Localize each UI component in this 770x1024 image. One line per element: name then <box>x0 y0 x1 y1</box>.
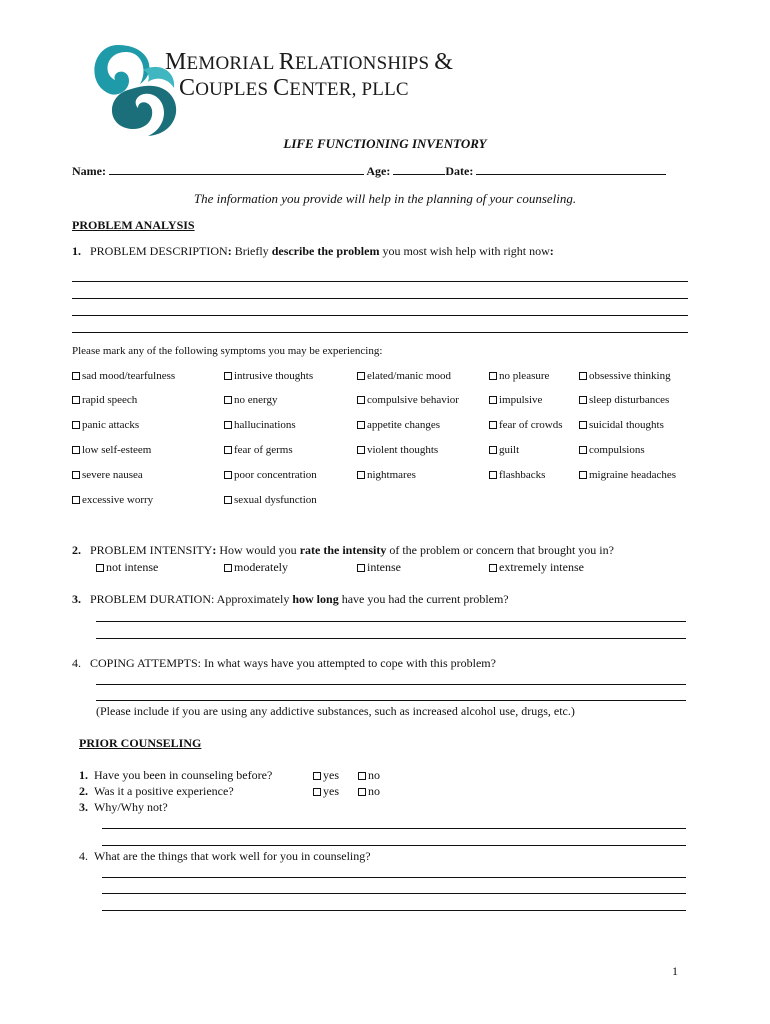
problem-analysis-heading: PROBLEM ANALYSIS <box>72 218 195 232</box>
org-text: EMORIAL <box>186 53 279 74</box>
symptom-label: rapid speech <box>82 394 138 406</box>
question-text: you most wish help with right now <box>379 244 550 258</box>
name-field[interactable] <box>109 164 364 175</box>
name-age-date-row <box>72 164 666 179</box>
no-option[interactable] <box>358 768 380 783</box>
symptom-option[interactable] <box>579 444 645 456</box>
question-number: 4. <box>72 656 81 670</box>
symptom-label: fear of crowds <box>499 419 563 431</box>
question-problem-duration <box>72 592 509 607</box>
symptom-option[interactable] <box>224 469 317 481</box>
symptom-label: elated/manic mood <box>367 370 451 382</box>
question-text: : <box>212 543 217 557</box>
checkbox-icon[interactable] <box>489 446 497 454</box>
question-why-not <box>79 800 168 815</box>
symptom-option[interactable] <box>72 494 153 506</box>
symptom-option[interactable] <box>357 444 438 456</box>
question-problem-intensity <box>72 543 614 558</box>
question-coping-attempts <box>72 656 496 671</box>
age-label: Age: <box>366 164 391 178</box>
name-label: Name: <box>72 164 106 178</box>
checkbox-icon[interactable] <box>72 446 80 454</box>
symptom-label: flashbacks <box>499 469 546 481</box>
option-label: yes <box>323 784 339 798</box>
symptom-option[interactable] <box>72 394 137 406</box>
intensity-option[interactable] <box>96 560 158 575</box>
symptom-option[interactable] <box>489 469 545 481</box>
answer-line[interactable] <box>96 621 686 622</box>
symptom-option[interactable] <box>224 494 317 506</box>
symptom-option[interactable] <box>224 444 293 456</box>
symptom-option[interactable] <box>357 394 459 406</box>
answer-line[interactable] <box>72 315 688 316</box>
answer-line[interactable] <box>102 828 686 829</box>
question-number: 2. <box>79 784 88 798</box>
checkbox-icon[interactable] <box>224 396 232 404</box>
question-text: : <box>227 244 232 258</box>
symptom-option[interactable] <box>579 419 664 431</box>
intensity-option[interactable] <box>489 560 584 575</box>
checkbox-icon[interactable] <box>224 421 232 429</box>
symptom-label: sad mood/tearfulness <box>82 370 176 382</box>
question-text: How would you <box>216 543 300 557</box>
symptom-option[interactable] <box>489 419 563 431</box>
answer-line[interactable] <box>72 332 688 333</box>
checkbox-icon[interactable] <box>489 471 497 479</box>
symptom-label: guilt <box>499 444 520 456</box>
checkbox-icon[interactable] <box>313 788 321 796</box>
org-letter: C <box>179 75 196 101</box>
symptom-label: obsessive thinking <box>589 370 671 382</box>
symptom-label: excessive worry <box>82 494 154 506</box>
question-emphasis: how long <box>292 592 339 606</box>
question-number: 3. <box>72 592 81 606</box>
date-label: Date: <box>445 164 474 178</box>
checkbox-icon[interactable] <box>72 421 80 429</box>
question-emphasis: describe the problem <box>271 244 380 258</box>
question-counseling-before <box>79 768 272 783</box>
symptom-label: panic attacks <box>82 419 140 431</box>
symptom-label: migraine headaches <box>589 469 677 481</box>
checkbox-icon[interactable] <box>489 396 497 404</box>
symptom-label: nightmares <box>367 469 416 481</box>
symptom-label: no energy <box>234 394 278 406</box>
symptom-label: sleep disturbances <box>589 394 670 406</box>
answer-line[interactable] <box>96 638 686 639</box>
checkbox-icon[interactable] <box>358 772 366 780</box>
symptom-label: low self-esteem <box>82 444 152 456</box>
checkbox-icon[interactable] <box>224 564 232 572</box>
option-label: no <box>368 784 380 798</box>
answer-line[interactable] <box>102 910 686 911</box>
symptom-label: compulsions <box>589 444 645 456</box>
checkbox-icon[interactable] <box>224 372 232 380</box>
question-number: 2. <box>72 543 81 557</box>
option-label: yes <box>323 768 339 782</box>
answer-line[interactable] <box>102 893 686 894</box>
symptom-option[interactable] <box>72 469 143 481</box>
intensity-label: moderately <box>234 560 288 574</box>
answer-line[interactable] <box>72 298 688 299</box>
question-text: PROBLEM DESCRIPTION <box>90 244 228 258</box>
intensity-option[interactable] <box>224 560 288 575</box>
symptom-label: violent thoughts <box>367 444 439 456</box>
symptom-option[interactable] <box>579 469 676 481</box>
yes-option[interactable] <box>313 784 339 799</box>
intensity-label: not intense <box>106 560 159 574</box>
symptom-label: severe nausea <box>82 469 143 481</box>
question-text: PROBLEM INTENSITY <box>90 543 213 557</box>
question-text: Why/Why not? <box>94 800 168 814</box>
question-text: Was it a positive experience? <box>94 784 234 798</box>
organization-name-line1 <box>165 50 453 76</box>
symptom-label: intrusive thoughts <box>234 370 314 382</box>
intensity-label: intense <box>367 560 401 574</box>
checkbox-icon[interactable] <box>579 446 587 454</box>
answer-line[interactable] <box>102 845 686 846</box>
checkbox-icon[interactable] <box>96 564 104 572</box>
question-text: PROBLEM DURATION: Approximately <box>90 592 293 606</box>
checkbox-icon[interactable] <box>489 372 497 380</box>
checkbox-icon[interactable] <box>579 421 587 429</box>
form-title: LIFE FUNCTIONING INVENTORY <box>283 136 487 151</box>
symptom-option[interactable] <box>224 394 277 406</box>
symptom-option[interactable] <box>72 370 175 382</box>
checkbox-icon[interactable] <box>489 564 497 572</box>
symptom-label: hallucinations <box>234 419 296 431</box>
prior-counseling-heading: PRIOR COUNSELING <box>79 736 202 750</box>
question-text: : <box>549 244 554 258</box>
organization-name <box>165 50 453 102</box>
question-emphasis: rate the intensity <box>299 543 387 557</box>
symptom-label: poor concentration <box>234 469 317 481</box>
question-text: have you had the current problem? <box>338 592 509 606</box>
intensity-label: extremely intense <box>499 560 584 574</box>
answer-line[interactable] <box>96 700 686 701</box>
checkbox-icon[interactable] <box>357 421 365 429</box>
date-field[interactable] <box>476 164 666 175</box>
checkbox-icon[interactable] <box>579 372 587 380</box>
question-number: 1. <box>79 768 88 782</box>
symptom-option[interactable] <box>72 444 151 456</box>
option-label: no <box>368 768 380 782</box>
symptoms-prompt: Please mark any of the following symptoms you may be experiencing: <box>72 345 383 357</box>
question-number: 3. <box>79 800 88 814</box>
intro-text: The information you provide will help in the planning of your counseling. <box>193 191 577 206</box>
org-letter: R <box>278 49 295 75</box>
question-text: Briefly <box>231 244 272 258</box>
symptom-option[interactable] <box>579 370 671 382</box>
checkbox-icon[interactable] <box>579 396 587 404</box>
symptom-label: compulsive behavior <box>367 394 459 406</box>
symptom-option[interactable] <box>579 394 669 406</box>
answer-line[interactable] <box>72 281 688 282</box>
symptom-label: fear of germs <box>234 444 293 456</box>
checkbox-icon[interactable] <box>313 772 321 780</box>
checkbox-icon[interactable] <box>357 446 365 454</box>
question-number: 1. <box>72 244 81 258</box>
organization-name-line2 <box>165 76 453 102</box>
checkbox-icon[interactable] <box>72 471 80 479</box>
checkbox-icon[interactable] <box>72 496 80 504</box>
org-text: ELATIONSHIPS <box>294 53 435 74</box>
symptom-label: impulsive <box>499 394 543 406</box>
checkbox-icon[interactable] <box>224 471 232 479</box>
org-ampersand: & <box>434 49 454 75</box>
symptom-option[interactable] <box>357 370 451 382</box>
checkbox-icon[interactable] <box>357 564 365 572</box>
symptom-label: no pleasure <box>499 370 550 382</box>
symptom-label: appetite changes <box>367 419 440 431</box>
checkbox-icon[interactable] <box>72 396 80 404</box>
question-text: What are the things that work well for you in counseling? <box>94 849 371 863</box>
checkbox-icon[interactable] <box>489 421 497 429</box>
symptom-option[interactable] <box>224 419 296 431</box>
checkbox-icon[interactable] <box>224 446 232 454</box>
checkbox-icon[interactable] <box>357 471 365 479</box>
org-letter: M <box>165 49 187 75</box>
checkbox-icon[interactable] <box>357 396 365 404</box>
checkbox-icon[interactable] <box>579 471 587 479</box>
yes-option[interactable] <box>313 768 339 783</box>
symptom-option[interactable] <box>489 370 549 382</box>
symptom-option[interactable] <box>489 394 542 406</box>
org-letter: C <box>273 75 290 101</box>
answer-line[interactable] <box>96 684 686 685</box>
question-number: 4. <box>79 849 88 863</box>
question-text: of the problem or concern that brought you in? <box>386 543 614 557</box>
checkbox-icon[interactable] <box>358 788 366 796</box>
symptom-label: suicidal thoughts <box>589 419 664 431</box>
checkbox-icon[interactable] <box>357 372 365 380</box>
symptom-option[interactable] <box>224 370 313 382</box>
question-text: Have you been in counseling before? <box>94 768 273 782</box>
question-problem-description <box>72 244 554 259</box>
question-what-works <box>79 849 371 864</box>
symptom-option[interactable] <box>72 419 139 431</box>
age-field[interactable] <box>393 164 445 175</box>
no-option[interactable] <box>358 784 380 799</box>
org-text: OUPLES <box>195 79 274 100</box>
symptom-option[interactable] <box>357 419 440 431</box>
question-positive-experience <box>79 784 234 799</box>
symptom-option[interactable] <box>357 469 416 481</box>
question-text: COPING ATTEMPTS: In what ways have you attempted to cope with this problem? <box>90 656 496 670</box>
coping-note: (Please include if you are using any addictive substances, such as increased alcohol use, drugs, etc.) <box>96 704 575 718</box>
answer-line[interactable] <box>102 877 686 878</box>
symptom-label: sexual dysfunction <box>234 494 317 506</box>
checkbox-icon[interactable] <box>72 372 80 380</box>
symptom-option[interactable] <box>489 444 519 456</box>
checkbox-icon[interactable] <box>224 496 232 504</box>
intensity-option[interactable] <box>357 560 401 575</box>
page-number: 1 <box>672 964 678 978</box>
org-text: ENTER, PLLC <box>289 79 409 100</box>
